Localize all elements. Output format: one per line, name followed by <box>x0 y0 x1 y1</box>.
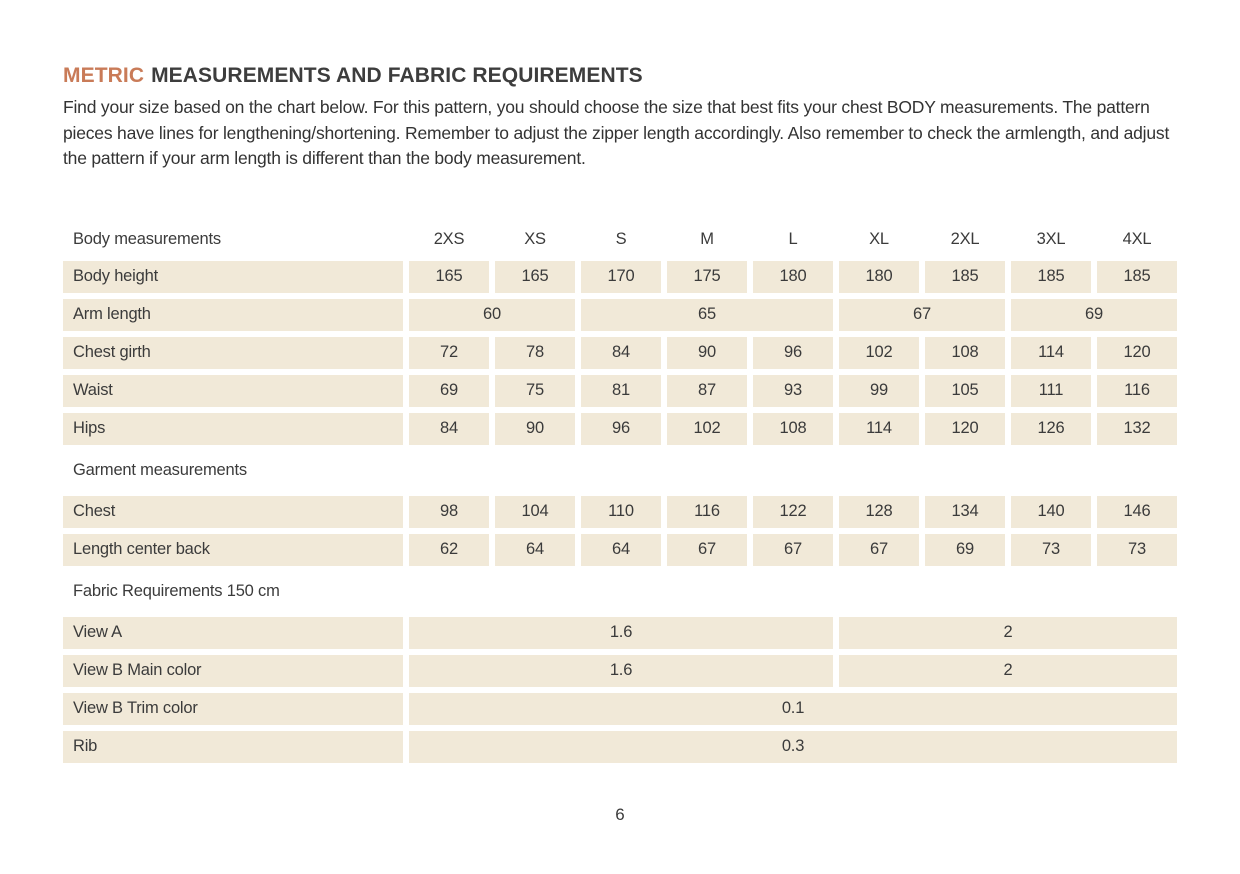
row-label: Length center back <box>63 534 403 566</box>
measurement-cell: 122 <box>753 496 833 528</box>
measurement-cell: 64 <box>495 534 575 566</box>
measurement-cell: 105 <box>925 375 1005 407</box>
measurement-cell: 90 <box>667 337 747 369</box>
intro-paragraph: Find your size based on the chart below. For this pattern, you should choose the size that best fits your chest BODY measurements. The pattern pieces have lines for lengthening/shortening. Remember to adjust the zipper length accordingly. Also remember to check the armlength, and adjust the pattern if your arm length is different than the body measurement. <box>63 97 1170 168</box>
measurement-cell: 99 <box>839 375 919 407</box>
section-header: Fabric Requirements 150 cm <box>73 581 280 600</box>
page-number: 6 <box>615 804 625 824</box>
measurement-cell: 65 <box>581 299 833 331</box>
measurement-cell: 165 <box>409 261 489 293</box>
measurement-cell: 114 <box>1011 337 1091 369</box>
row-label: View B Main color <box>63 655 403 687</box>
measurement-cell: 69 <box>925 534 1005 566</box>
measurement-cell: 165 <box>495 261 575 293</box>
page-title-rest: MEASUREMENTS AND FABRIC REQUIREMENTS <box>151 64 643 87</box>
measurement-cell: 146 <box>1097 496 1177 528</box>
measurement-cell: 170 <box>581 261 661 293</box>
page-title <box>63 64 1177 88</box>
measurement-cell: 78 <box>495 337 575 369</box>
measurement-cell: 114 <box>839 413 919 445</box>
measurement-cell: 67 <box>839 534 919 566</box>
size-column-header: XL <box>869 230 889 248</box>
measurement-cell: 175 <box>667 261 747 293</box>
measurement-cell: 0.3 <box>409 731 1177 763</box>
measurement-cell: 102 <box>839 337 919 369</box>
measurement-cell: 120 <box>925 413 1005 445</box>
measurement-cell: 67 <box>753 534 833 566</box>
row-label: View A <box>63 617 403 649</box>
measurement-cell: 90 <box>495 413 575 445</box>
measurement-cell: 84 <box>409 413 489 445</box>
measurement-cell: 180 <box>839 261 919 293</box>
measurement-cell: 116 <box>667 496 747 528</box>
measurement-cell: 116 <box>1097 375 1177 407</box>
measurement-cell: 104 <box>495 496 575 528</box>
row-label: Chest girth <box>63 337 403 369</box>
size-column-header: XS <box>524 230 546 248</box>
measurement-cell: 120 <box>1097 337 1177 369</box>
measurement-cell: 98 <box>409 496 489 528</box>
measurement-cell: 108 <box>753 413 833 445</box>
measurement-cell: 96 <box>753 337 833 369</box>
measurement-cell: 1.6 <box>409 655 833 687</box>
measurement-cell: 96 <box>581 413 661 445</box>
measurement-cell: 102 <box>667 413 747 445</box>
measurement-cell: 140 <box>1011 496 1091 528</box>
measurement-cell: 64 <box>581 534 661 566</box>
measurement-cell: 185 <box>1097 261 1177 293</box>
measurement-cell: 72 <box>409 337 489 369</box>
size-column-header: L <box>788 230 798 248</box>
size-column-header: S <box>615 230 627 248</box>
measurement-cell: 132 <box>1097 413 1177 445</box>
size-column-header: M <box>700 230 714 248</box>
size-column-header: 2XS <box>433 230 465 248</box>
size-column-header: 2XL <box>950 230 980 248</box>
measurement-cell: 84 <box>581 337 661 369</box>
row-label: Waist <box>63 375 403 407</box>
measurement-cell: 69 <box>409 375 489 407</box>
measurement-cell: 75 <box>495 375 575 407</box>
measurement-cell: 93 <box>753 375 833 407</box>
measurement-cell: 185 <box>1011 261 1091 293</box>
row-label: Hips <box>63 413 403 445</box>
page-title-accent: METRIC <box>63 64 145 87</box>
measurement-cell: 2 <box>839 617 1177 649</box>
size-column-header: 4XL <box>1122 230 1152 248</box>
measurement-cell: 69 <box>1011 299 1177 331</box>
row-label: View B Trim color <box>63 693 403 725</box>
measurement-cell: 73 <box>1011 534 1091 566</box>
measurement-cell: 62 <box>409 534 489 566</box>
measurement-cell: 111 <box>1011 375 1091 407</box>
measurement-cell: 108 <box>925 337 1005 369</box>
measurement-cell: 67 <box>667 534 747 566</box>
measurement-cell: 110 <box>581 496 661 528</box>
measurement-cell: 67 <box>839 299 1005 331</box>
measurement-cell: 60 <box>409 299 575 331</box>
measurement-cell: 126 <box>1011 413 1091 445</box>
measurement-cell: 128 <box>839 496 919 528</box>
measurement-cell: 1.6 <box>409 617 833 649</box>
table-header-label: Body measurements <box>73 230 221 248</box>
size-table <box>63 225 1177 763</box>
measurement-cell: 87 <box>667 375 747 407</box>
row-label: Rib <box>63 731 403 763</box>
measurement-cell: 81 <box>581 375 661 407</box>
measurement-cell: 185 <box>925 261 1005 293</box>
row-label: Chest <box>63 496 403 528</box>
measurement-cell: 0.1 <box>409 693 1177 725</box>
measurement-cell: 73 <box>1097 534 1177 566</box>
measurement-cell: 2 <box>839 655 1177 687</box>
size-column-header: 3XL <box>1036 230 1066 248</box>
row-label: Body height <box>63 261 403 293</box>
section-header: Garment measurements <box>73 460 247 479</box>
measurement-cell: 134 <box>925 496 1005 528</box>
measurement-cell: 180 <box>753 261 833 293</box>
row-label: Arm length <box>63 299 403 331</box>
